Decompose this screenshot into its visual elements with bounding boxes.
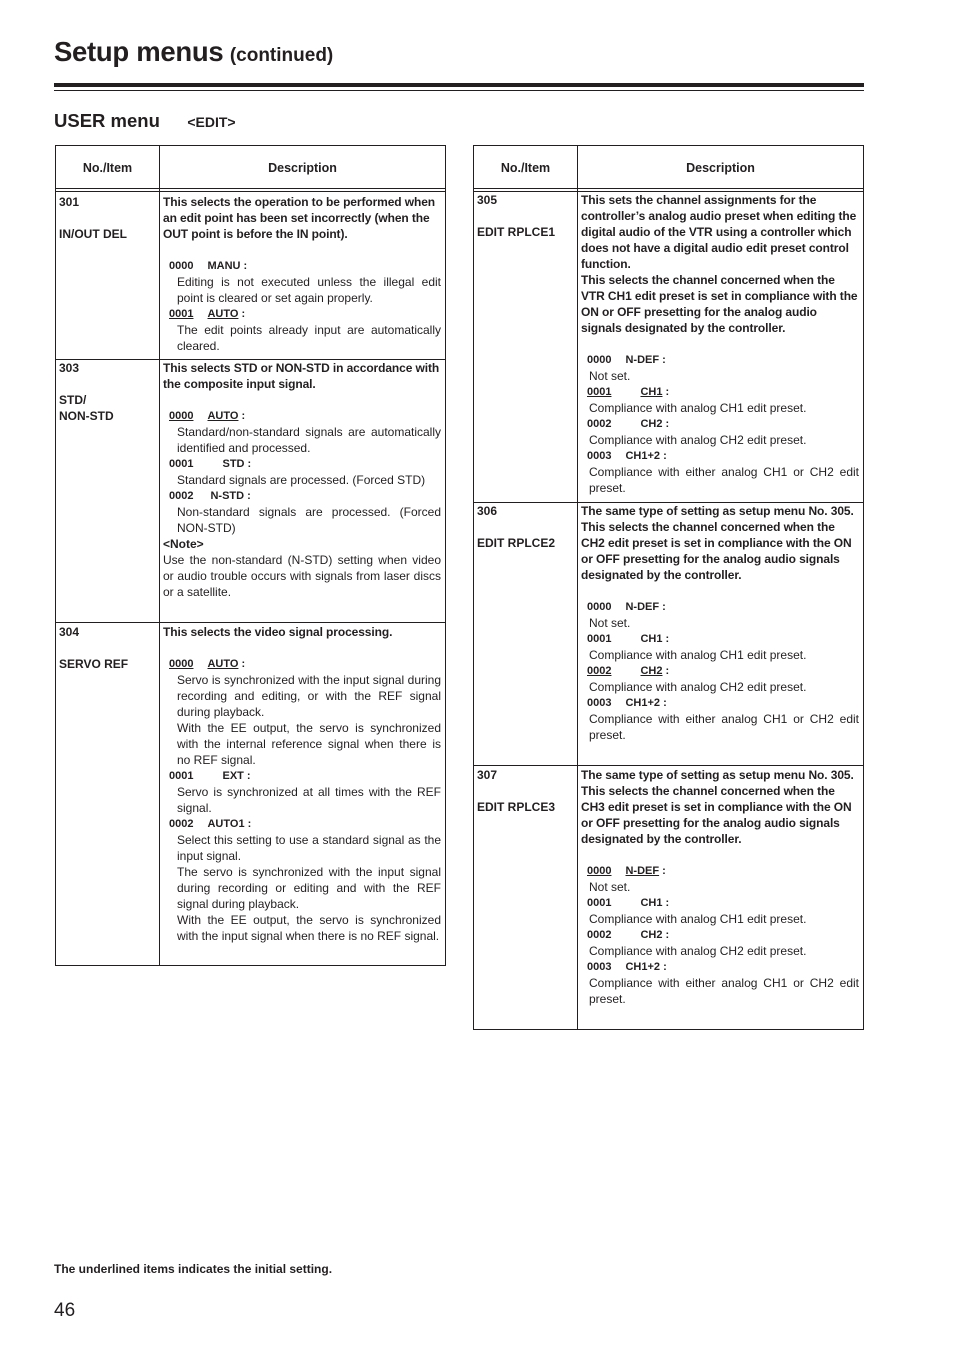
option-label: CH1+2 : — [625, 961, 667, 973]
row-divider — [474, 765, 863, 766]
option-text: Compliance with either analog CH1 or CH2 edit preset. — [589, 712, 859, 742]
option-text: Not set. — [589, 369, 631, 383]
option-row — [163, 816, 441, 832]
item-lead: This sets the channel assignments for the controller’s analog audio preset when editing the digital audio of the VTR using a controller which does not have a digital audio edit preset control function. — [581, 193, 857, 271]
option-code: 0001 — [587, 633, 612, 645]
option-text: Compliance with either analog CH1 or CH2 edit preset. — [589, 465, 859, 495]
option-row — [581, 927, 859, 943]
option-label: CH1+2 : — [625, 697, 667, 709]
option-row — [163, 408, 441, 424]
item-305 — [477, 192, 575, 240]
option-label-default: CH1 : — [640, 386, 670, 398]
item-number: 303 — [59, 361, 80, 375]
item-name: SERVO REF — [59, 657, 129, 671]
section-title-sub: <EDIT> — [187, 114, 236, 130]
option-label: STD : — [222, 458, 252, 470]
option-label: MANU : — [207, 260, 248, 272]
option-text: Compliance with either analog CH1 or CH2 edit preset. — [589, 976, 859, 1006]
option-text: Compliance with analog CH2 edit preset. — [589, 433, 807, 447]
option-label: AUTO1 : — [207, 818, 252, 830]
note-text: Use the non-standard (N-STD) setting when video or audio trouble occurs with signals from laser discs or a satellite. — [163, 553, 441, 599]
option-code: 0000 — [169, 658, 194, 670]
option-label: CH2 : — [640, 929, 670, 941]
item-number: 304 — [59, 625, 80, 639]
option-code: 0000 — [587, 601, 612, 613]
option-text: Non-standard signals are processed. (Forced NON-STD) — [177, 505, 441, 535]
item-name: NON-STD — [59, 409, 114, 423]
option-row — [163, 306, 441, 322]
section-title — [54, 110, 236, 132]
option-code: 0003 — [587, 450, 612, 462]
option-text: Not set. — [589, 616, 631, 630]
desc-305 — [581, 192, 859, 496]
option-code: 0002 — [587, 418, 612, 430]
option-text: Compliance with analog CH2 edit preset. — [589, 944, 807, 958]
footnote: The underlined items indicates the initial setting. — [54, 1262, 333, 1276]
option-row — [581, 863, 859, 879]
item-lead: This selects the channel concerned when the VTR CH1 edit preset is set in compliance with the ON or OFF presetting for the analog audio signals designated by the controller. — [581, 273, 858, 335]
option-code: 0000 — [169, 410, 194, 422]
desc-304 — [163, 624, 441, 944]
desc-303 — [163, 360, 441, 600]
option-row — [163, 258, 441, 274]
option-code: 0000 — [587, 354, 612, 366]
option-text: Compliance with analog CH2 edit preset. — [589, 680, 807, 694]
page-title-sub: (continued) — [229, 45, 334, 66]
column-divider — [577, 146, 578, 1029]
option-text: Select this setting to use a standard signal as the input signal. — [177, 833, 441, 863]
option-text: Servo is synchronized at all times with the REF signal. — [177, 785, 441, 815]
settings-table-left — [55, 145, 446, 966]
item-number: 306 — [477, 504, 498, 518]
item-lead: This selects the video signal processing. — [163, 625, 393, 639]
option-row — [163, 656, 441, 672]
option-label: N-DEF : — [625, 601, 666, 613]
column-divider — [159, 146, 160, 965]
option-text: With the EE output, the servo is synchronized with the input signal when there is no REF signal. — [177, 913, 441, 943]
option-row — [581, 663, 859, 679]
option-code: 0000 — [169, 260, 194, 272]
option-text: Standard/non-standard signals are automatically identified and processed. — [177, 425, 441, 455]
option-code: 0001 — [169, 308, 194, 320]
option-label-default: AUTO : — [207, 308, 246, 320]
desc-306 — [581, 503, 859, 743]
option-code: 0002 — [587, 665, 612, 677]
desc-307 — [581, 767, 859, 1007]
section-title-main: USER menu — [54, 110, 160, 131]
item-name: EDIT RPLCE3 — [477, 800, 556, 814]
option-text: Editing is not executed unless the illegal edit point is cleared or set again properly. — [177, 275, 441, 305]
item-303 — [59, 360, 157, 424]
item-number: 301 — [59, 195, 80, 209]
item-lead: The same type of setting as setup menu No. 305. This selects the channel concerned when the CH2 edit preset is set in compliance with the ON or OFF presetting for the analog audio signals designated by the controller. — [581, 504, 854, 582]
option-code: 0001 — [169, 770, 194, 782]
item-name: IN/OUT DEL — [59, 227, 127, 241]
header-no-item: No./Item — [82, 161, 133, 175]
item-name: STD/ — [59, 393, 87, 407]
page-title — [54, 36, 333, 68]
item-number: 305 — [477, 193, 498, 207]
option-code: 0000 — [587, 865, 612, 877]
item-307 — [477, 767, 575, 815]
option-text: With the EE output, the servo is synchronized with the internal reference signal when there is no REF signal. — [177, 721, 441, 767]
option-row — [581, 416, 859, 432]
option-text: Not set. — [589, 880, 631, 894]
item-lead: This selects the operation to be performed when an edit point has been set incorrectly (when the OUT point is before the IN point). — [163, 195, 436, 241]
option-text: Compliance with analog CH1 edit preset. — [589, 401, 807, 415]
option-label-default: AUTO : — [207, 410, 246, 422]
header-no-item: No./Item — [500, 161, 551, 175]
item-lead: This selects STD or NON-STD in accordance with the composite input signal. — [163, 361, 440, 391]
option-label-default: N-DEF : — [625, 865, 666, 877]
option-code: 0003 — [587, 961, 612, 973]
option-label-default: AUTO : — [207, 658, 246, 670]
item-306 — [477, 503, 575, 551]
option-label: EXT : — [222, 770, 251, 782]
header-double-rule — [56, 188, 445, 192]
option-row — [581, 599, 859, 615]
option-row — [581, 895, 859, 911]
item-301 — [59, 194, 157, 242]
option-code: 0001 — [587, 386, 612, 398]
page-number: 46 — [54, 1300, 76, 1321]
option-row — [581, 384, 859, 400]
option-label: CH1+2 : — [625, 450, 667, 462]
option-text: Standard signals are processed. (Forced STD) — [177, 473, 426, 487]
item-304 — [59, 624, 157, 672]
title-rule-thick — [54, 83, 864, 87]
option-label: N-DEF : — [625, 354, 666, 366]
option-code: 0001 — [169, 458, 194, 470]
header-description: Description — [686, 161, 755, 175]
option-code: 0002 — [587, 929, 612, 941]
option-row — [581, 695, 859, 711]
option-row — [581, 352, 859, 368]
settings-table-right — [473, 145, 864, 1030]
option-text: The edit points already input are automatically cleared. — [177, 323, 441, 353]
option-row — [163, 488, 441, 504]
option-text: Compliance with analog CH1 edit preset. — [589, 912, 807, 926]
option-text: Servo is synchronized with the input signal during recording and editing, or with the REF signal during playback. — [177, 673, 441, 719]
option-label: CH1 : — [640, 897, 670, 909]
title-rule-thin — [54, 90, 864, 91]
option-label: N-STD : — [210, 490, 251, 502]
option-label: CH1 : — [640, 633, 670, 645]
option-label-default: CH2 : — [640, 665, 670, 677]
item-lead: The same type of setting as setup menu No. 305. This selects the channel concerned when the CH3 edit preset is set in compliance with the ON or OFF presetting for the analog audio signals designated by the controller. — [581, 768, 854, 846]
option-code: 0002 — [169, 490, 194, 502]
option-code: 0003 — [587, 697, 612, 709]
option-code: 0002 — [169, 818, 194, 830]
option-row — [581, 959, 859, 975]
note-heading: <Note> — [163, 537, 204, 551]
row-divider — [56, 622, 445, 623]
option-label: CH2 : — [640, 418, 670, 430]
item-number: 307 — [477, 768, 498, 782]
item-name: EDIT RPLCE1 — [477, 225, 556, 239]
option-text: The servo is synchronized with the input signal during recording or editing and with the REF signal during playback. — [177, 865, 441, 911]
option-row — [581, 448, 859, 464]
page-title-main: Setup menus — [54, 36, 224, 67]
option-text: Compliance with analog CH1 edit preset. — [589, 648, 807, 662]
option-row — [581, 631, 859, 647]
option-row — [163, 456, 441, 472]
desc-301 — [163, 194, 441, 354]
item-name: EDIT RPLCE2 — [477, 536, 556, 550]
header-description: Description — [268, 161, 337, 175]
option-row — [163, 768, 441, 784]
option-code: 0001 — [587, 897, 612, 909]
